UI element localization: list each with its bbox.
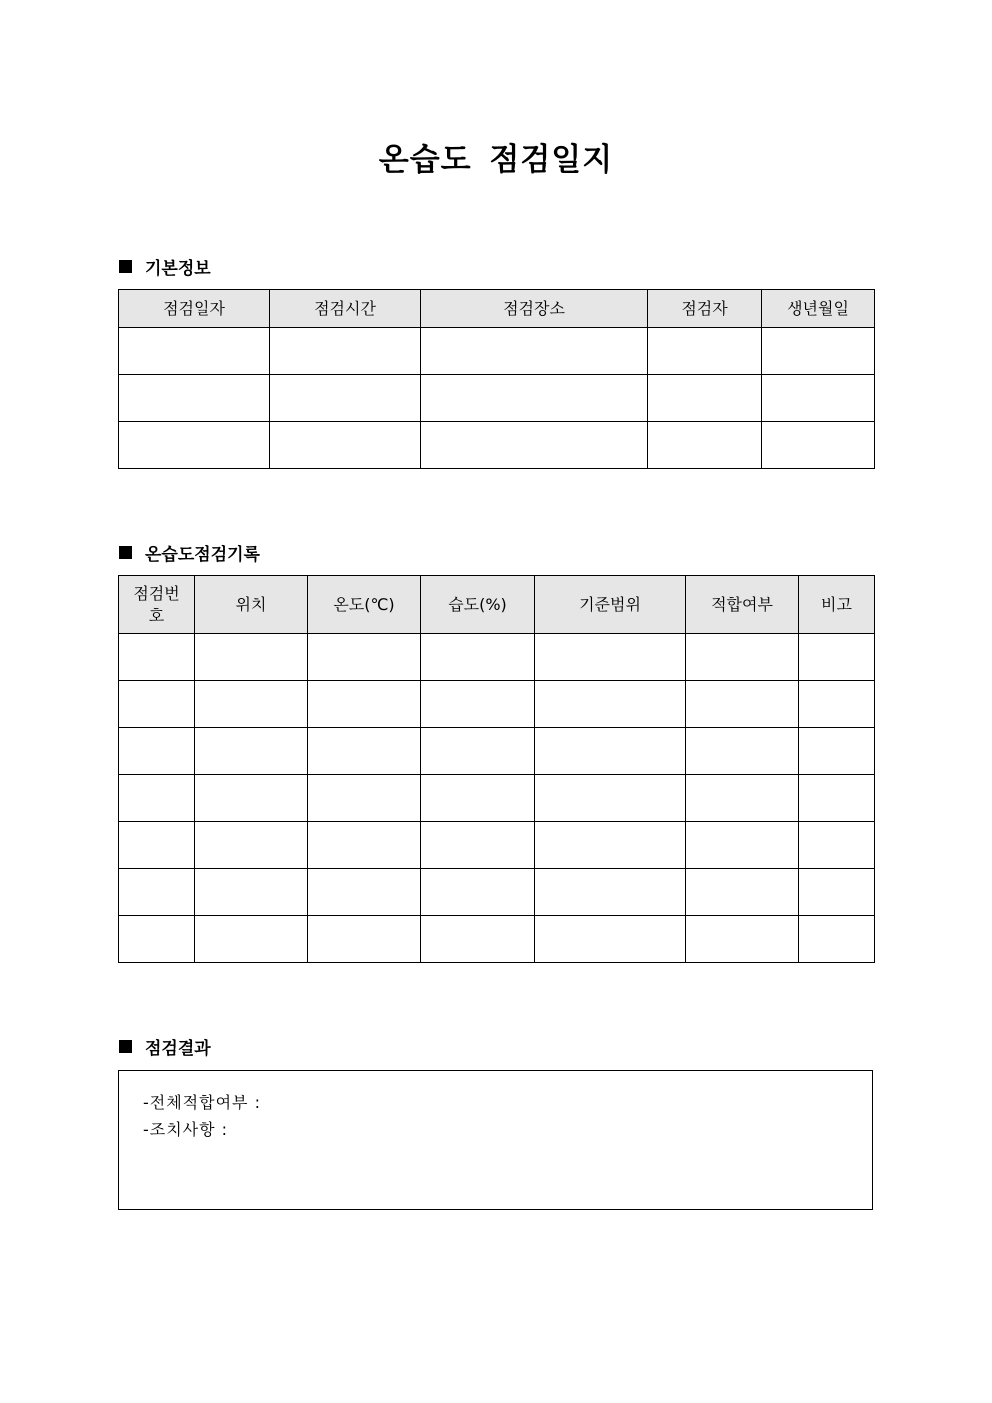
table-cell[interactable] <box>535 634 686 681</box>
column-header-temperature: 온도(℃) <box>308 576 421 634</box>
square-bullet-icon <box>119 546 132 559</box>
table-cell[interactable] <box>421 869 535 916</box>
table-row <box>119 328 875 375</box>
table-cell[interactable] <box>195 916 308 963</box>
table-cell[interactable] <box>686 681 799 728</box>
table-cell[interactable] <box>195 634 308 681</box>
table-row <box>119 728 875 775</box>
table-cell[interactable] <box>421 634 535 681</box>
table-cell[interactable] <box>535 916 686 963</box>
square-bullet-icon <box>119 260 132 273</box>
overall-compliance-line: -전체적합여부 : <box>143 1093 261 1112</box>
table-cell[interactable] <box>686 634 799 681</box>
table-cell[interactable] <box>421 328 648 375</box>
table-row <box>119 375 875 422</box>
table-cell[interactable] <box>686 869 799 916</box>
table-cell[interactable] <box>308 681 421 728</box>
column-header-inspection-time: 점검시간 <box>270 290 421 328</box>
section-heading-basic-info <box>119 254 211 279</box>
table-cell[interactable] <box>270 328 421 375</box>
table-cell[interactable] <box>119 634 195 681</box>
column-header-inspection-date: 점검일자 <box>119 290 270 328</box>
action-taken-line: -조치사항 : <box>143 1120 229 1139</box>
table-cell[interactable] <box>762 375 875 422</box>
table-row <box>119 916 875 963</box>
table-row <box>119 681 875 728</box>
table-cell[interactable] <box>421 681 535 728</box>
table-cell[interactable] <box>119 681 195 728</box>
table-cell[interactable] <box>535 681 686 728</box>
table-cell[interactable] <box>648 375 762 422</box>
table-cell[interactable] <box>308 916 421 963</box>
table-cell[interactable] <box>686 916 799 963</box>
table-cell[interactable] <box>421 822 535 869</box>
table-cell[interactable] <box>119 869 195 916</box>
table-cell[interactable] <box>799 728 875 775</box>
column-header-remarks: 비고 <box>799 576 875 634</box>
table-cell[interactable] <box>799 775 875 822</box>
column-header-inspection-place: 점검장소 <box>421 290 648 328</box>
table-cell[interactable] <box>270 375 421 422</box>
table-cell[interactable] <box>686 775 799 822</box>
table-cell[interactable] <box>195 869 308 916</box>
table-row <box>119 869 875 916</box>
table-cell[interactable] <box>799 916 875 963</box>
table-header-row <box>119 576 875 634</box>
section-heading-label: 점검결과 <box>145 1039 211 1059</box>
column-header-birth-date: 생년월일 <box>762 290 875 328</box>
table-row <box>119 422 875 469</box>
column-header-inspection-number: 점검번호 <box>119 576 195 634</box>
section-heading-label: 기본정보 <box>145 259 211 279</box>
table-cell[interactable] <box>421 375 648 422</box>
table-row <box>119 822 875 869</box>
table-cell[interactable] <box>799 634 875 681</box>
table-cell[interactable] <box>119 422 270 469</box>
table-cell[interactable] <box>648 422 762 469</box>
column-header-location: 위치 <box>195 576 308 634</box>
table-cell[interactable] <box>308 869 421 916</box>
table-cell[interactable] <box>799 822 875 869</box>
table-cell[interactable] <box>195 728 308 775</box>
table-cell[interactable] <box>762 422 875 469</box>
column-header-compliance: 적합여부 <box>686 576 799 634</box>
table-cell[interactable] <box>195 822 308 869</box>
table-cell[interactable] <box>421 728 535 775</box>
section-heading-label: 온습도점검기록 <box>145 545 260 565</box>
table-cell[interactable] <box>308 822 421 869</box>
table-cell[interactable] <box>119 775 195 822</box>
table-cell[interactable] <box>308 775 421 822</box>
table-cell[interactable] <box>421 916 535 963</box>
table-cell[interactable] <box>421 422 648 469</box>
table-cell[interactable] <box>119 728 195 775</box>
column-header-standard-range: 기준범위 <box>535 576 686 634</box>
table-cell[interactable] <box>535 822 686 869</box>
table-cell[interactable] <box>686 822 799 869</box>
table-cell[interactable] <box>799 681 875 728</box>
table-cell[interactable] <box>762 328 875 375</box>
basic-info-table <box>118 289 875 469</box>
table-cell[interactable] <box>119 375 270 422</box>
square-bullet-icon <box>119 1040 132 1053</box>
table-cell[interactable] <box>535 869 686 916</box>
table-cell[interactable] <box>270 422 421 469</box>
result-box[interactable] <box>118 1070 873 1210</box>
table-cell[interactable] <box>195 775 308 822</box>
table-cell[interactable] <box>119 328 270 375</box>
table-cell[interactable] <box>686 728 799 775</box>
table-header-row <box>119 290 875 328</box>
table-row <box>119 634 875 681</box>
table-cell[interactable] <box>421 775 535 822</box>
table-cell[interactable] <box>195 681 308 728</box>
table-cell[interactable] <box>308 634 421 681</box>
table-cell[interactable] <box>119 822 195 869</box>
table-cell[interactable] <box>799 869 875 916</box>
table-cell[interactable] <box>119 916 195 963</box>
table-cell[interactable] <box>308 728 421 775</box>
section-heading-records <box>119 540 260 565</box>
column-header-inspector: 점검자 <box>648 290 762 328</box>
table-cell[interactable] <box>535 728 686 775</box>
table-cell[interactable] <box>648 328 762 375</box>
section-heading-result <box>119 1034 211 1059</box>
table-cell[interactable] <box>535 775 686 822</box>
column-header-humidity: 습도(%) <box>421 576 535 634</box>
page-title: 온습도 점검일지 <box>378 142 614 178</box>
records-table <box>118 575 875 963</box>
table-row <box>119 775 875 822</box>
